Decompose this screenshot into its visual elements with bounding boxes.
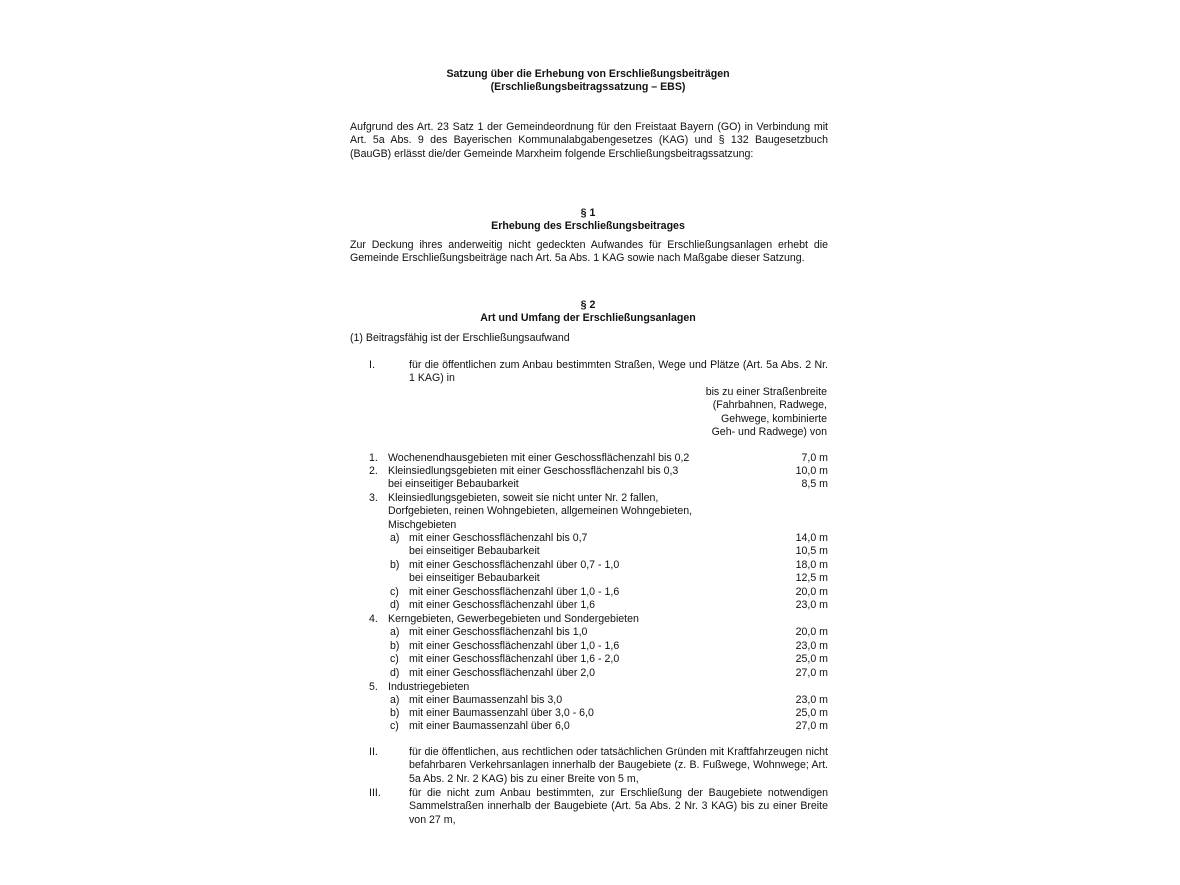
width-header-line: bis zu einer Straßenbreite [705, 386, 827, 398]
sub-item-letter: b) [390, 559, 400, 571]
list-item-subtext: bei einseitiger Bebaubarkeit [388, 478, 519, 490]
sub-item-value: 27,0 m [795, 720, 828, 732]
section-1-heading: Erhebung des Erschließungsbeitrages [491, 220, 685, 232]
preamble-paragraph: Aufgrund des Art. 23 Satz 1 der Gemeindeordnung für den Freistaat Bayern (GO) in Verbindung mit Art. 5a Abs. 9 des Bayerischen Kommunalabgabengesetzes (KAG) und § 132 Baugesetzbuch (BauGB) erlässt die/der Gemeinde Marxheim folgende Erschließungsbeitragssatzung: [350, 121, 828, 160]
list-item-number: 5. [369, 681, 378, 693]
width-header [660, 386, 827, 440]
sub-item-value: 18,0 m [795, 559, 828, 571]
sub-item-text: mit einer Baumassenzahl über 6,0 [409, 720, 570, 732]
list-item-number: 1. [369, 452, 378, 464]
sub-item-letter: a) [390, 532, 400, 544]
list-item-value: 8,5 m [801, 478, 828, 490]
sub-item-value: 27,0 m [795, 667, 828, 679]
list-item-text: Industriegebieten [388, 681, 470, 693]
sub-item-text: mit einer Geschossflächenzahl über 1,0 - 1,6 [409, 586, 620, 598]
sub-item-letter: d) [390, 599, 400, 611]
list-item-value: 10,0 m [795, 465, 828, 477]
list-item-number: 3. [369, 492, 378, 504]
list-item-number: 4. [369, 613, 378, 625]
sub-item-letter: c) [390, 586, 399, 598]
sub-item-text: mit einer Baumassenzahl bis 3,0 [409, 694, 563, 706]
document-subtitle: (Erschließungsbeitragssatzung – EBS) [490, 81, 686, 93]
list-item-text: Wochenendhausgebieten mit einer Geschossflächenzahl bis 0,2 [388, 452, 690, 464]
width-header-line: Geh- und Radwege) von [711, 426, 827, 439]
sub-item-value: 12,5 m [795, 572, 828, 584]
sub-item-letter: a) [390, 626, 400, 638]
sub-item-text: mit einer Geschossflächenzahl über 2,0 [409, 667, 596, 679]
sub-item-letter: b) [390, 640, 400, 652]
sub-item-value: 23,0 m [795, 640, 828, 652]
sub-item-subtext: bei einseitiger Bebaubarkeit [409, 572, 540, 584]
item-i-text: für die öffentlichen zum Anbau bestimmten Straßen, Wege und Plätze (Art. 5a Abs. 2 Nr. 1 KAG) in [409, 359, 828, 385]
sub-item-text: mit einer Geschossflächenzahl über 1,6 - 2,0 [409, 653, 620, 665]
sub-item-text: mit einer Geschossflächenzahl über 1,0 - 1,6 [409, 640, 620, 652]
sub-item-text: mit einer Geschossflächenzahl über 1,6 [409, 599, 596, 611]
sub-item-value: 25,0 m [795, 707, 828, 719]
sub-item-text: mit einer Geschossflächenzahl bis 0,7 [409, 532, 588, 544]
width-header-line: (Fahrbahnen, Radwege, [712, 399, 827, 412]
section-1-number: § 1 [580, 207, 596, 219]
section-2-heading: Art und Umfang der Erschließungsanlagen [480, 312, 696, 324]
item-i-numeral: I. [369, 359, 375, 371]
sub-item-value: 14,0 m [795, 532, 828, 544]
item-ii-text: für die öffentlichen, aus rechtlichen oder tatsächlichen Gründen mit Kraftfahrzeugen nicht befahrbaren Verkehrsanlagen innerhalb der Baugebiete (z. B. Fußwege, Wohnwege; Art. 5a Abs. 2 Nr. 2 KAG) bis zu einer Breite von 5 m, [409, 746, 828, 785]
list-item-text: Mischgebieten [388, 519, 457, 531]
list-item-number: 2. [369, 465, 378, 477]
sub-item-value: 25,0 m [795, 653, 828, 665]
list-item-text: Dorfgebieten, reinen Wohngebieten, allgemeinen Wohngebieten, [388, 505, 693, 517]
item-iii-numeral: III. [369, 787, 381, 799]
list-item-value: 7,0 m [801, 452, 828, 464]
width-header-line: Gehwege, kombinierte [721, 412, 827, 425]
item-ii-numeral: II. [369, 746, 378, 758]
sub-item-subtext: bei einseitiger Bebaubarkeit [409, 545, 540, 557]
list-item-text: Kerngebieten, Gewerbegebieten und Sondergebieten [388, 613, 639, 625]
sub-item-value: 10,5 m [795, 545, 828, 557]
sub-item-letter: d) [390, 667, 400, 679]
sub-item-text: mit einer Geschossflächenzahl bis 1,0 [409, 626, 588, 638]
sub-item-letter: c) [390, 653, 399, 665]
section-2-number: § 2 [580, 299, 596, 311]
section-2-intro: (1) Beitragsfähig ist der Erschließungsaufwand [350, 332, 570, 344]
sub-item-letter: b) [390, 707, 400, 719]
sub-item-value: 23,0 m [795, 694, 828, 706]
list-item-text: Kleinsiedlungsgebieten mit einer Geschossflächenzahl bis 0,3 [388, 465, 679, 477]
sub-item-letter: c) [390, 720, 399, 732]
sub-item-value: 20,0 m [795, 586, 828, 598]
sub-item-value: 20,0 m [795, 626, 828, 638]
sub-item-value: 23,0 m [795, 599, 828, 611]
list-item-text: Kleinsiedlungsgebieten, soweit sie nicht unter Nr. 2 fallen, [388, 492, 659, 504]
document-title: Satzung über die Erhebung von Erschließungsbeiträgen [446, 68, 730, 80]
sub-item-text: mit einer Geschossflächenzahl über 0,7 - 1,0 [409, 559, 620, 571]
sub-item-letter: a) [390, 694, 400, 706]
section-1-paragraph: Zur Deckung ihres anderweitig nicht gedeckten Aufwandes für Erschließungsanlagen erhebt die Gemeinde Erschließungsbeiträge nach Art. 5a Abs. 1 KAG sowie nach Maßgabe dieser Satzung. [350, 239, 828, 265]
item-iii-text: für die nicht zum Anbau bestimmten, zur Erschließung der Baugebiete notwendigen Sammelstraßen innerhalb der Baugebiete (Art. 5a Abs. 2 Nr. 3 KAG) bis zu einer Breite von 27 m, [409, 787, 828, 826]
sub-item-text: mit einer Baumassenzahl über 3,0 - 6,0 [409, 707, 594, 719]
